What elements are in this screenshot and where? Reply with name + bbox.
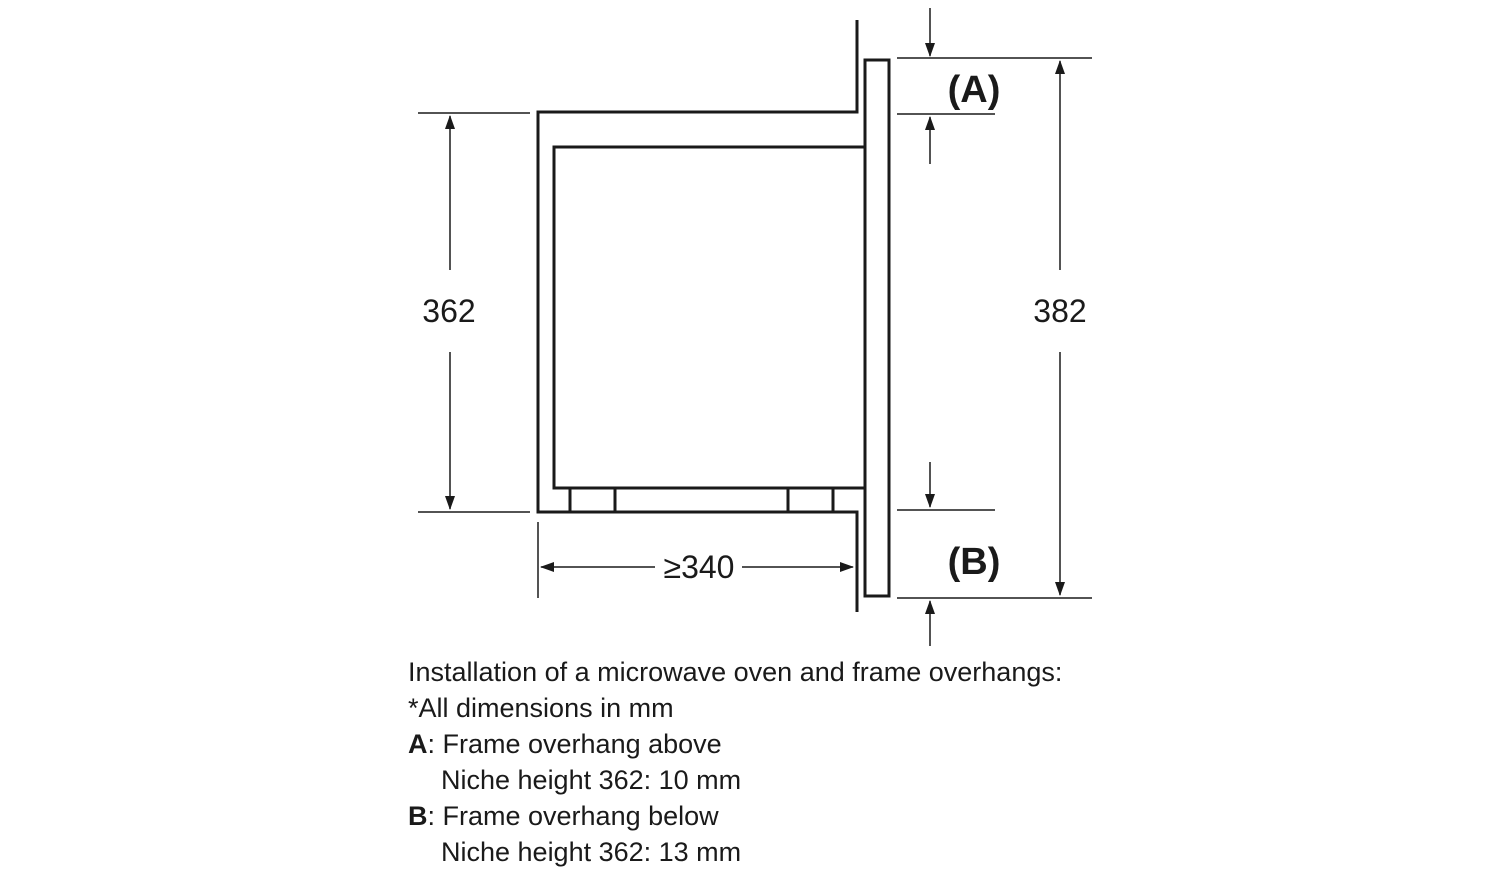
installation-caption [408,654,1408,870]
caption-detail-a: Niche height 362: 10 mm [441,765,742,795]
niche-height-label: 362 [422,293,476,329]
frame-height-label: 382 [1033,293,1087,329]
caption-key-a: A [408,729,428,759]
cabinet-niche-outline [538,20,857,612]
microwave-foot-left [570,488,615,512]
caption-title: Installation of a microwave oven and frame overhangs: [408,657,1063,687]
overhang-above-label: (A) [947,69,1001,111]
front-frame [865,60,889,596]
caption-text-a: : Frame overhang above [427,729,722,759]
caption-detail-b: Niche height 362: 13 mm [441,837,742,867]
overhang-below-label: (B) [947,541,1001,583]
caption-text-b: : Frame overhang below [427,801,719,831]
caption-item-b [408,798,1408,834]
caption-units-note: *All dimensions in mm [408,693,674,723]
caption-item-a [408,726,1408,762]
depth-label: ≥340 [663,549,735,585]
microwave-foot-right [788,488,833,512]
caption-key-b: B [408,801,428,831]
microwave-body [554,147,864,488]
